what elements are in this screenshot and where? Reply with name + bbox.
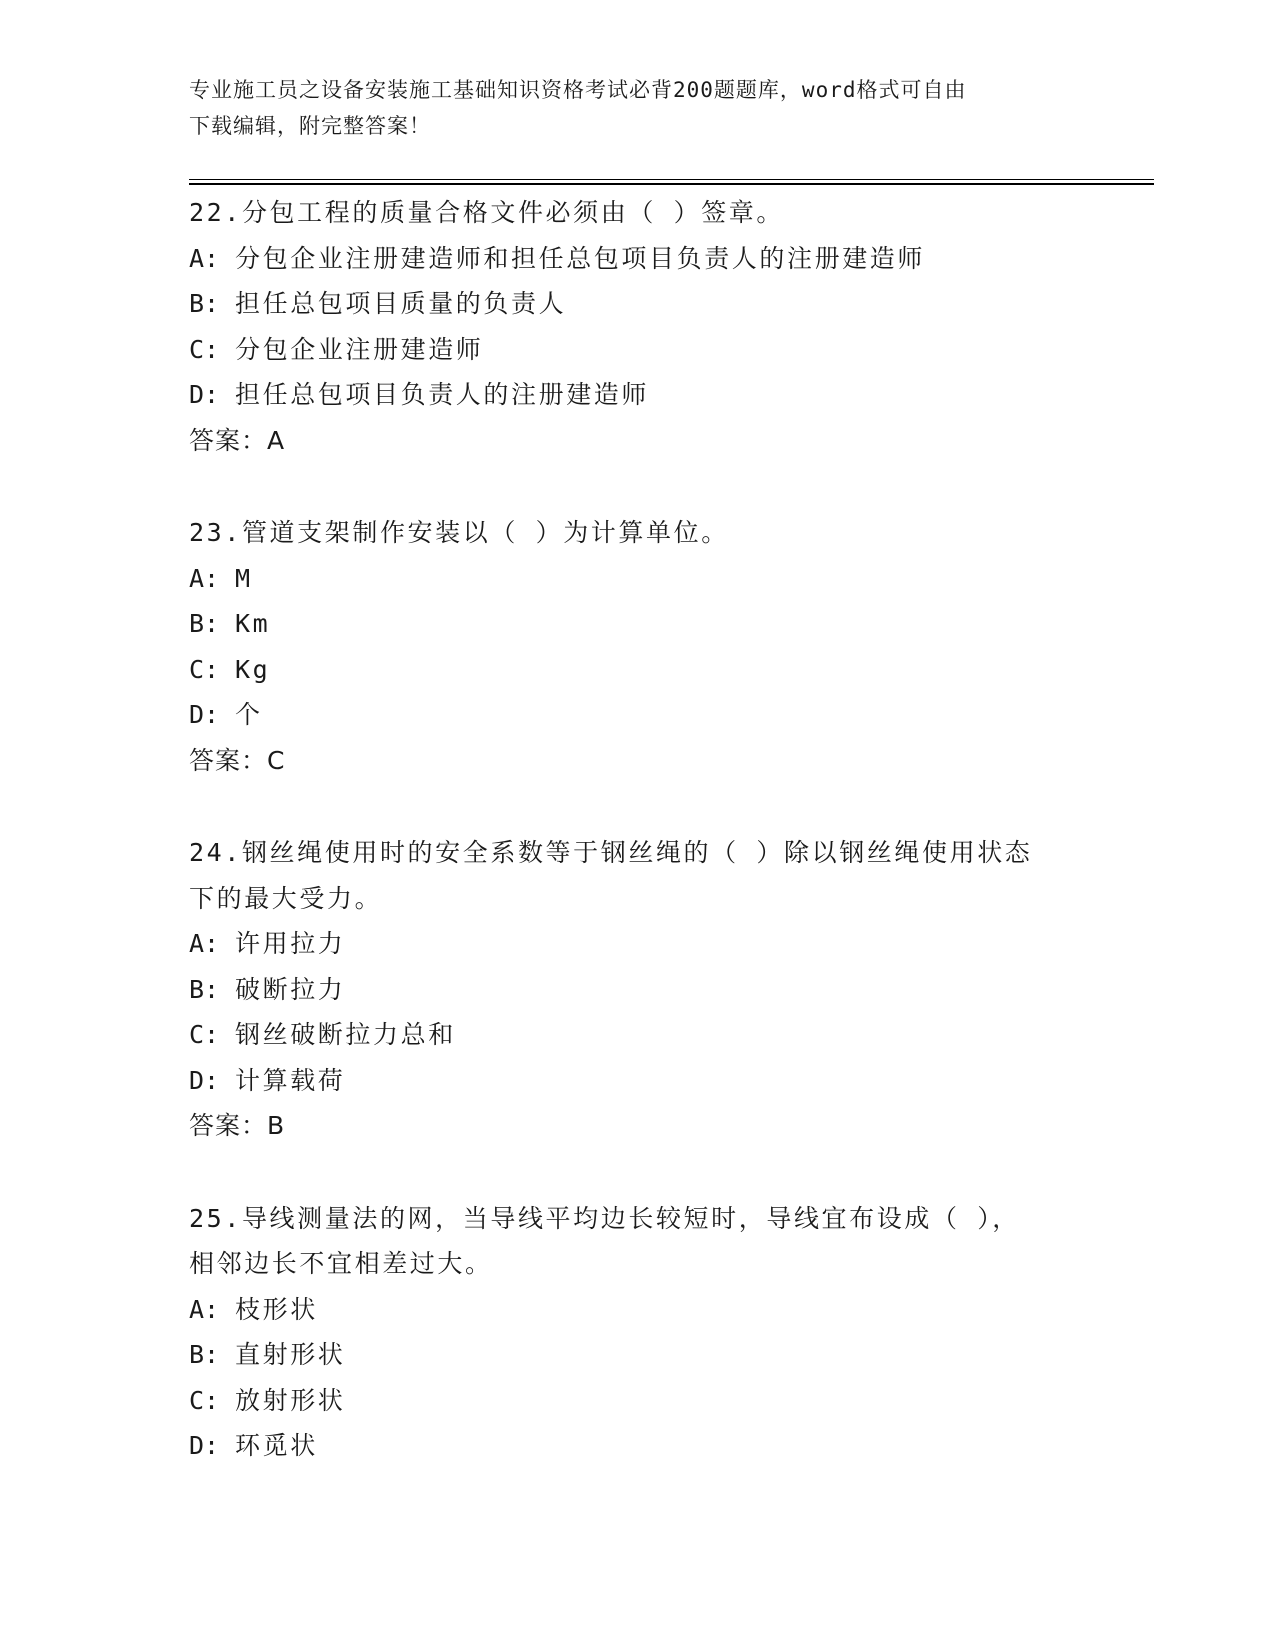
option-label: A: [189, 1294, 220, 1324]
option-text: M [235, 563, 253, 593]
option-label: D: [189, 1431, 220, 1460]
option-text: 分包企业注册建造师 [235, 334, 484, 364]
answer-line: 答案：A [189, 425, 286, 455]
option-a [189, 556, 1089, 602]
option-text: 直射形状 [235, 1340, 346, 1369]
option-label: B: [189, 1340, 220, 1369]
option-label: D: [189, 700, 220, 729]
option-text: 个 [235, 700, 263, 729]
option-label: C: [189, 654, 220, 684]
option-text: Kg [235, 654, 271, 684]
header-title-line-1: 专业施工员之设备安装施工基础知识资格考试必背200题题库，word格式可自由 [189, 78, 967, 102]
option-text: 计算载荷 [235, 1065, 346, 1095]
header-divider-thin [189, 179, 1154, 180]
option-label: C: [189, 1020, 220, 1049]
option-label: B: [189, 289, 220, 318]
question-22 [189, 190, 1089, 463]
option-b [189, 1332, 1089, 1378]
option-c [189, 1378, 1089, 1424]
option-text: 放射形状 [235, 1385, 346, 1415]
option-label: D: [189, 380, 220, 409]
question-25 [189, 1196, 1089, 1469]
option-a [189, 236, 1089, 282]
option-text: 担任总包项目质量的负责人 [235, 289, 567, 318]
question-stem: 22.分包工程的质量合格文件必须由（ ）签章。 [189, 198, 785, 227]
question-stem: 23.管道支架制作安装以（ ）为计算单位。 [189, 518, 729, 547]
header-divider-thick [189, 183, 1154, 185]
option-label: C: [189, 1385, 220, 1415]
option-a [189, 921, 1089, 967]
option-label: A: [189, 563, 220, 593]
header-title-line-2: 下载编辑，附完整答案！ [189, 114, 431, 138]
option-b [189, 281, 1089, 327]
option-text: 许用拉力 [235, 929, 346, 958]
option-text: 枝形状 [235, 1294, 318, 1324]
option-text: Km [235, 609, 271, 638]
document-header [189, 72, 1069, 144]
option-label: C: [189, 334, 220, 364]
option-d [189, 372, 1089, 418]
option-text: 环觅状 [235, 1431, 318, 1460]
option-label: B: [189, 609, 220, 638]
option-label: D: [189, 1065, 220, 1095]
option-text: 钢丝破断拉力总和 [235, 1020, 456, 1049]
option-text: 破断拉力 [235, 974, 346, 1004]
question-stem: 25.导线测量法的网，当导线平均边长较短时，导线宜布设成（ ）， [189, 1203, 1020, 1233]
option-d [189, 1058, 1089, 1104]
answer-line: 答案：B [189, 1111, 286, 1140]
option-d [189, 692, 1089, 738]
question-stem: 24.钢丝绳使用时的安全系数等于钢丝绳的（ ）除以钢丝绳使用状态 [189, 838, 1033, 867]
question-stem-continuation: 相邻边长不宜相差过大。 [189, 1249, 493, 1278]
option-label: B: [189, 974, 220, 1004]
option-d [189, 1423, 1089, 1469]
option-label: A: [189, 243, 220, 273]
option-label: A: [189, 929, 220, 958]
option-c [189, 647, 1089, 693]
option-a [189, 1287, 1089, 1333]
question-list [189, 190, 1089, 1516]
question-24 [189, 830, 1089, 1149]
question-stem-continuation: 下的最大受力。 [189, 883, 383, 913]
option-b [189, 967, 1089, 1013]
option-text: 分包企业注册建造师和担任总包项目负责人的注册建造师 [235, 243, 926, 273]
answer-line: 答案：C [189, 745, 286, 775]
option-c [189, 1012, 1089, 1058]
option-b [189, 601, 1089, 647]
question-23 [189, 510, 1089, 783]
option-c [189, 327, 1089, 373]
option-text: 担任总包项目负责人的注册建造师 [235, 380, 650, 409]
